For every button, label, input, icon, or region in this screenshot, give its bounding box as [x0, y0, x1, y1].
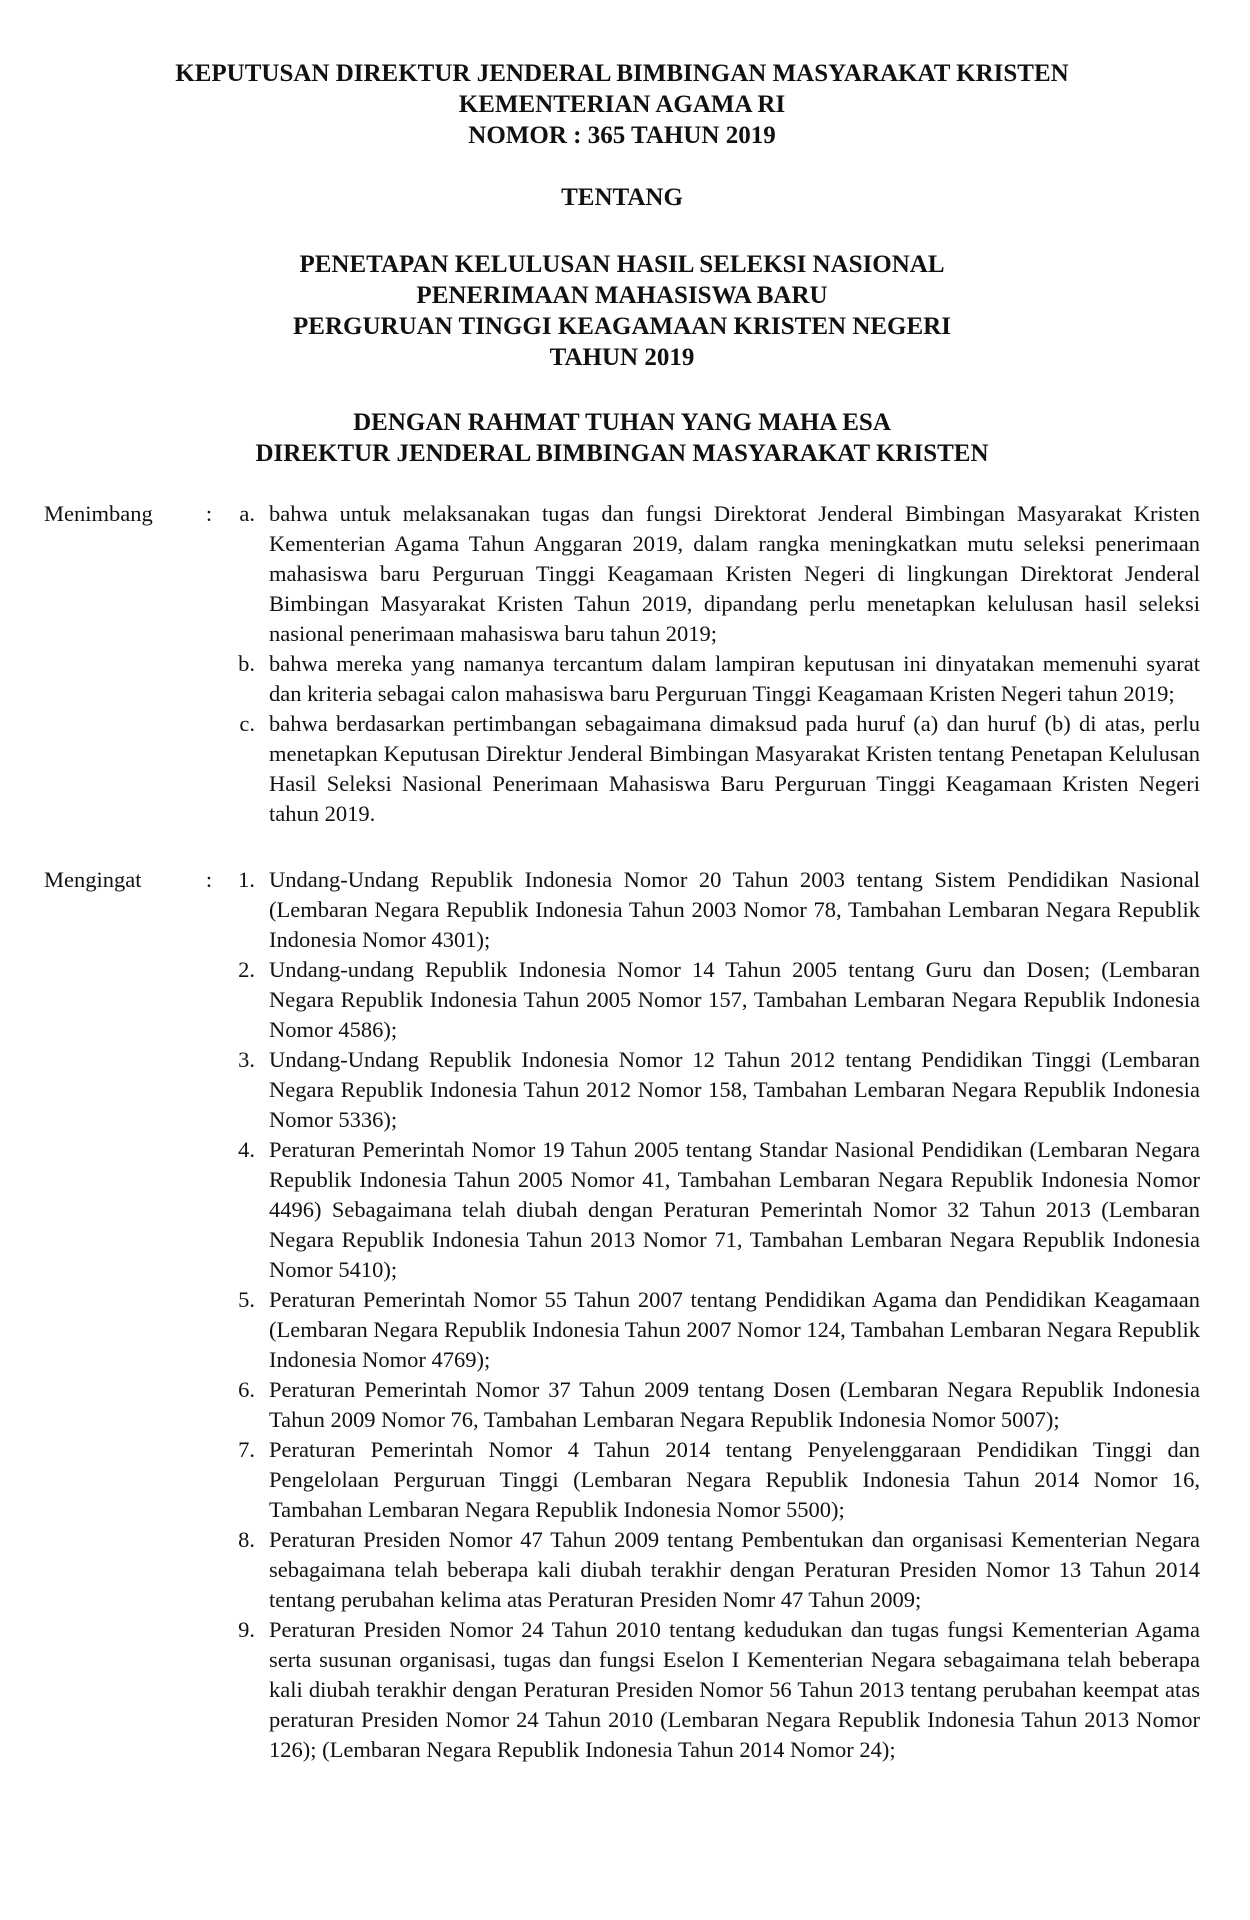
document-header — [44, 58, 1200, 469]
item-marker: 7. — [238, 1437, 255, 1462]
list-item — [224, 1615, 1200, 1765]
list-item — [224, 1525, 1200, 1615]
subject-line: PENERIMAAN MAHASISWA BARU — [416, 282, 828, 309]
item-text: bahwa berdasarkan pertimbangan sebagaimana dimaksud pada huruf (a) dan huruf (b) di atas, perlu menetapkan Keputusan Direktur Jenderal Bimbingan Masyarakat Kristen tentang Penetapan Kelulusan Hasil Seleksi Nasional Penerimaan Mahasiswa Baru Perguruan Tinggi Keagamaan Kristen Negeri tahun 2019. — [269, 711, 1200, 826]
opening-line: DENGAN RAHMAT TUHAN YANG MAHA ESA — [353, 409, 891, 436]
list-item — [224, 955, 1200, 1045]
mengingat-section — [44, 865, 1200, 1765]
section-colon: : — [205, 867, 213, 892]
item-text: Peraturan Pemerintah Nomor 37 Tahun 2009 tentang Dosen (Lembaran Negara Republik Indonesia Tahun 2009 Nomor 76, Tambahan Lembaran Negara Republik Indonesia Nomor 5007); — [269, 1377, 1200, 1432]
item-marker: 5. — [238, 1287, 255, 1312]
item-text: Undang-Undang Republik Indonesia Nomor 12 Tahun 2012 tentang Pendidikan Tinggi (Lembaran Negara Republik Indonesia Tahun 2012 Nomor 158, Tambahan Lembaran Negara Republik Indonesia Nomor 5336); — [269, 1047, 1200, 1132]
list-item — [224, 1285, 1200, 1375]
item-marker: 9. — [238, 1617, 255, 1642]
item-text: Peraturan Pemerintah Nomor 19 Tahun 2005 tentang Standar Nasional Pendidikan (Lembaran Negara Republik Indonesia Tahun 2005 Nomor 41, Tambahan Lembaran Negara Republik Indonesia Nomor 4496) Sebagaimana telah diubah dengan Peraturan Pemerintah Nomor 32 Tahun 2013 (Lembaran Negara Republik Indonesia Tahun 2013 Nomor 71, Tambahan Lembaran Negara Republik Indonesia Nomor 5410); — [269, 1137, 1200, 1282]
header-line: KEMENTERIAN AGAMA RI — [458, 91, 786, 118]
list-item — [224, 1135, 1200, 1285]
item-marker: c. — [239, 711, 255, 736]
item-text: Undang-undang Republik Indonesia Nomor 14 Tahun 2005 tentang Guru dan Dosen; (Lembaran Negara Republik Indonesia Tahun 2005 Nomor 157, Tambahan Lembaran Negara Republik Indonesia Nomor 4586); — [269, 957, 1200, 1042]
menimbang-section — [44, 499, 1200, 829]
list-item — [224, 649, 1200, 709]
section-colon: : — [205, 501, 213, 526]
subject-line: PENETAPAN KELULUSAN HASIL SELEKSI NASIONAL — [299, 251, 945, 278]
section-label: Mengingat — [44, 867, 142, 892]
header-line: KEPUTUSAN DIREKTUR JENDERAL BIMBINGAN MASYARAKAT KRISTEN — [175, 60, 1069, 87]
tentang-heading: TENTANG — [561, 184, 683, 211]
opening-line: DIREKTUR JENDERAL BIMBINGAN MASYARAKAT KRISTEN — [255, 440, 989, 467]
list-item — [224, 865, 1200, 955]
subject-line: PERGURUAN TINGGI KEAGAMAAN KRISTEN NEGERI — [293, 313, 951, 340]
item-marker: 2. — [238, 957, 255, 982]
item-text: Peraturan Pemerintah Nomor 55 Tahun 2007 tentang Pendidikan Agama dan Pendidikan Keagamaan (Lembaran Negara Republik Indonesia Tahun 2007 Nomor 124, Tambahan Lembaran Negara Republik Indonesia Nomor 4769); — [269, 1287, 1200, 1372]
mengingat-items — [224, 865, 1200, 1765]
item-text: bahwa mereka yang namanya tercantum dalam lampiran keputusan ini dinyatakan memenuhi syarat dan kriteria sebagai calon mahasiswa baru Perguruan Tinggi Keagamaan Kristen Negeri tahun 2019; — [269, 651, 1200, 706]
list-item — [224, 1435, 1200, 1525]
list-item — [224, 1045, 1200, 1135]
item-text: Undang-Undang Republik Indonesia Nomor 20 Tahun 2003 tentang Sistem Pendidikan Nasional (Lembaran Negara Republik Indonesia Tahun 2003 Nomor 78, Tambahan Lembaran Negara Republik Indonesia Nomor 4301); — [269, 867, 1200, 952]
item-marker: 1. — [238, 867, 255, 892]
list-item — [224, 499, 1200, 649]
item-text: bahwa untuk melaksanakan tugas dan fungsi Direktorat Jenderal Bimbingan Masyarakat Kristen Kementerian Agama Tahun Anggaran 2019, dalam rangka meningkatkan mutu seleksi penerimaan mahasiswa baru Perguruan Tinggi Keagamaan Kristen Negeri di lingkungan Direktorat Jenderal Bimbingan Masyarakat Kristen Tahun 2019, dipandang perlu menetapkan kelulusan hasil seleksi nasional penerimaan mahasiswa baru tahun 2019; — [269, 501, 1200, 646]
item-marker: 8. — [238, 1527, 255, 1552]
item-marker: 6. — [238, 1377, 255, 1402]
item-marker: b. — [238, 651, 255, 676]
item-marker: 3. — [238, 1047, 255, 1072]
list-item — [224, 709, 1200, 829]
item-text: Peraturan Presiden Nomor 24 Tahun 2010 tentang kedudukan dan tugas fungsi Kementerian Agama serta susunan organisasi, tugas dan fungsi Eselon I Kementerian Negara sebagaimana telah beberapa kali diubah terakhir dengan Peraturan Presiden Nomor 56 Tahun 2013 tentang perubahan keempat atas peraturan Presiden Nomor 24 Tahun 2010 (Lembaran Negara Republik Indonesia Tahun 2013 Nomor 126); (Lembaran Negara Republik Indonesia Tahun 2014 Nomor 24); — [269, 1617, 1200, 1762]
item-text: Peraturan Presiden Nomor 47 Tahun 2009 tentang Pembentukan dan organisasi Kementerian Negara sebagaimana telah beberapa kali diubah terakhir dengan Peraturan Presiden Nomor 13 Tahun 2014 tentang perubahan kelima atas Peraturan Presiden Nomr 47 Tahun 2009; — [269, 1527, 1200, 1612]
item-marker: a. — [239, 501, 255, 526]
item-marker: 4. — [238, 1137, 255, 1162]
item-text: Peraturan Pemerintah Nomor 4 Tahun 2014 tentang Penyelenggaraan Pendidikan Tinggi dan Pengelolaan Perguruan Tinggi (Lembaran Negara Republik Indonesia Tahun 2014 Nomor 16, Tambahan Lembaran Negara Republik Indonesia Nomor 5500); — [269, 1437, 1200, 1522]
subject-line: TAHUN 2019 — [549, 344, 695, 371]
menimbang-items — [224, 499, 1200, 829]
header-line: NOMOR : 365 TAHUN 2019 — [468, 122, 776, 149]
section-label: Menimbang — [44, 501, 153, 526]
list-item — [224, 1375, 1200, 1435]
